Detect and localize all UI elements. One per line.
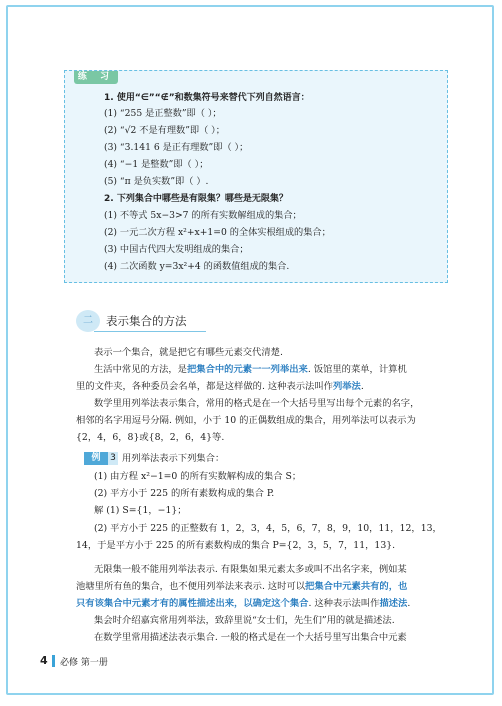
section-heading [76,310,206,332]
highlight-text: 把集合中的元素一一列举出来 [186,364,308,375]
example-intro: 用列举法表示下列集合： [122,453,225,464]
paragraph: 数学里用列举法表示集合，常用的格式是在一个大括号里写出每个元素的名字， [94,398,420,409]
exercise-item: (4) 二次函数 y=3x²+4 的函数值组成的集合. [104,261,290,272]
text: . 这种表示法叫作 [308,598,380,609]
paragraph: 相邻的名字用逗号分隔. 例如，小于 10 的正偶数组成的集合，用列举法可以表示为 [76,415,416,426]
exercise-tab: 练 习 [74,71,118,84]
highlight-text: 列举法 [332,381,361,392]
text: . 饭馆里的菜单，计算机 [307,364,407,375]
exercise-item: (3) 中国古代四大发明组成的集合； [104,244,249,255]
example-number: 3 [108,452,118,465]
text: 生活中常见的方法，是 [94,364,187,375]
highlight-text: 把集合中元素共有的，也 [305,581,408,592]
exercise-question-2: 2. 下列集合中哪些是有限集？哪些是无限集？ [104,194,288,204]
paragraph: {2，4，6，8}或{8，2，6，4}等. [76,432,225,443]
exercise-item: (2) 一元二次方程 x²+x+1=0 的全体实根组成的集合； [104,227,331,238]
text: . [360,381,364,392]
footer-divider [52,655,55,667]
exercise-item: (3) “3.141 6 是正有理数”即（ ）； [104,142,249,153]
paragraph: 集会时介绍嘉宾常用列举法，致辞里说“女士们，先生们”用的就是描述法. [94,615,395,626]
example-tag: 例 [84,452,108,465]
example-solution: 解 (1) S={1，−1}； [94,505,187,516]
paragraph: 无限集一般不能用列举法表示. 有限集如果元素太多或叫不出名字来，例如某 [94,564,407,575]
example-solution: 14，于是平方小于 225 的所有素数构成的集合 P={2，3，5，7，11，13}. [76,540,396,551]
exercise-item: (4) “−1 是整数”即（ ）； [104,159,209,170]
paragraph [76,580,407,594]
text: . [407,598,411,609]
paragraph [76,380,364,394]
exercise-item: (5) “π 是负实数”即（ ）. [104,176,209,187]
exercise-item: (1) “255 是正整数”即（ ）； [104,108,222,119]
section-number-badge: 二 [76,310,100,332]
paragraph [94,363,407,377]
highlight-text: 描述法 [379,598,408,609]
exercise-item: (2) “√2 不是有理数”即（ ）； [104,125,225,136]
paragraph [76,597,410,611]
paragraph: 表示一个集合，就是把它有哪些元素交代清楚. [94,347,283,358]
exercise-question-1: 1. 使用“∈”“∉”和数集符号来替代下列自然语言： [104,93,310,103]
page-number: 4 [40,654,48,667]
section-underline [94,331,206,332]
example-question: (2) 平方小于 225 的所有素数构成的集合 P. [94,488,275,499]
book-title: 必修 第一册 [60,658,108,668]
highlight-text: 只有该集合中元素才有的属性描述出来，以确定这个集合 [76,598,309,609]
text: 池塘里所有鱼的集合，也不便用列举法来表示. 这时可以 [76,581,306,592]
exercise-item: (1) 不等式 5x−3>7 的所有实数解组成的集合； [104,210,302,221]
example-solution: (2) 平方小于 225 的正整数有 1，2，3，4，5，6，7，8，9，10，11，12，13， [94,523,442,534]
paragraph: 在数学里常用描述法表示集合. 一般的格式是在一个大括号里写出集合中元素 [94,632,407,643]
section-title: 表示集合的方法 [106,314,187,328]
text: 里的文件夹，各种委员会名单，都是这样做的. 这种表示法叫作 [76,381,333,392]
example-question: (1) 由方程 x²−1=0 的所有实数解构成的集合 S； [94,471,302,482]
